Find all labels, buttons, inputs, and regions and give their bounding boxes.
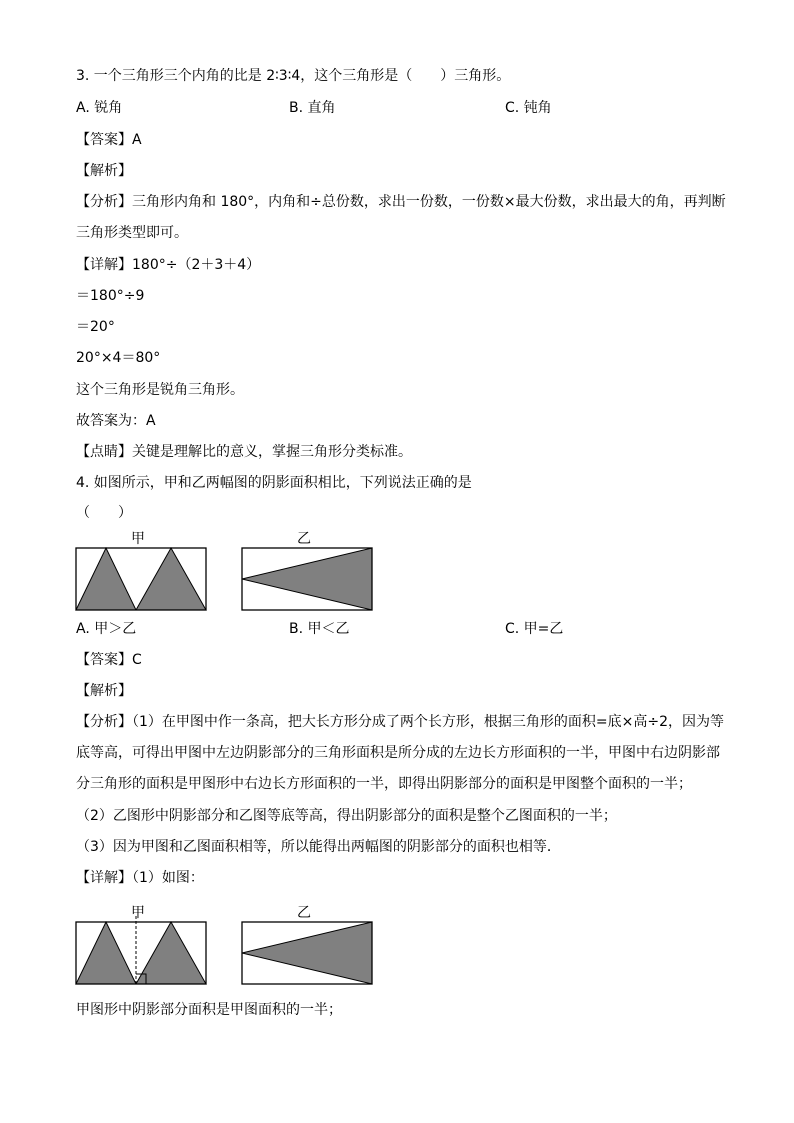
q3-analysis-heading: 【解析】 [76,163,132,179]
solution-label-jia: 甲 [131,905,145,921]
q4-option-c: C. 甲=乙 [505,621,564,637]
solution-shaded-triangle-yi [242,922,372,984]
shaded-triangle-yi [242,548,372,610]
q3-comment: 【点睛】关键是理解比的意义，掌握三角形分类标准。 [76,444,412,460]
q4-solution-figure-jia [74,902,210,986]
q4-answer: 【答案】C [76,652,142,668]
figure-label-yi: 乙 [297,531,311,547]
solution-shaded-triangle-left [76,922,136,984]
q3-option-a: A. 锐角 [76,100,123,116]
q4-option-b: B. 甲＜乙 [289,621,350,637]
q3-analysis-line-2: 三角形类型即可。 [76,225,188,241]
q4-figure-jia [74,528,210,612]
solution-label-yi: 乙 [297,905,311,921]
q4-analysis-line-1: 【分析】（1）在甲图中作一条高，把大长方形分成了两个长方形，根据三角形的面积=底×高÷2，因为等 [76,714,725,730]
q4-solution-figure-yi [240,902,376,986]
q4-analysis-heading: 【解析】 [76,683,132,699]
q4-analysis-line-3: 分三角形的面积是甲图形中右边长方形面积的一半，即得出阴影部分的面积是甲图整个面积的一半； [76,776,692,792]
figure-label-jia: 甲 [131,531,145,547]
q4-analysis-line-5: （3）因为甲图和乙图面积相等，所以能得出两幅图的阴影部分的面积也相等． [76,839,561,855]
q4-analysis-line-2: 底等高，可得出甲图中左边阴影部分的三角形面积是所分成的左边长方形面积的一半，甲图中右边阴影部 [76,745,720,761]
q4-analysis-line-4: （2）乙图形中阴影部分和乙图等底等高，得出阴影部分的面积是整个乙图面积的一半； [76,808,617,824]
q4-figure-yi [240,528,376,612]
q3-option-b: B. 直角 [289,100,336,116]
q3-detail-line-2: ＝180°÷9 [76,288,145,304]
q3-analysis-line-1: 【分析】三角形内角和 180°，内角和÷总份数，求出一份数，一份数×最大份数，求出最大的角，再判断 [76,194,726,210]
q4-answer-blank: （ ） [76,505,132,521]
q4-detail-line-2: 甲图形中阴影部分面积是甲图面积的一半； [76,1002,342,1018]
q3-detail-line-5: 这个三角形是锐角三角形。 [76,382,244,398]
q3-detail-line-4: 20°×4＝80° [76,350,161,366]
q3-detail-line-1: 【详解】180°÷（2＋3＋4） [76,257,261,273]
q3-detail-line-3: ＝20° [76,319,115,335]
q3-final-answer: 故答案为：A [76,413,156,429]
shaded-triangle-right [136,548,206,610]
q3-option-c: C. 钝角 [505,100,552,116]
q3-stem: 3. 一个三角形三个内角的比是 2∶3∶4，这个三角形是（ ）三角形。 [76,68,511,84]
q4-detail-line-1: 【详解】（1）如图： [76,870,204,886]
shaded-triangle-left [76,548,136,610]
q4-stem: 4. 如图所示，甲和乙两幅图的阴影面积相比，下列说法正确的是 [76,475,472,491]
q3-answer: 【答案】A [76,132,142,148]
q4-option-a: A. 甲＞乙 [76,621,137,637]
